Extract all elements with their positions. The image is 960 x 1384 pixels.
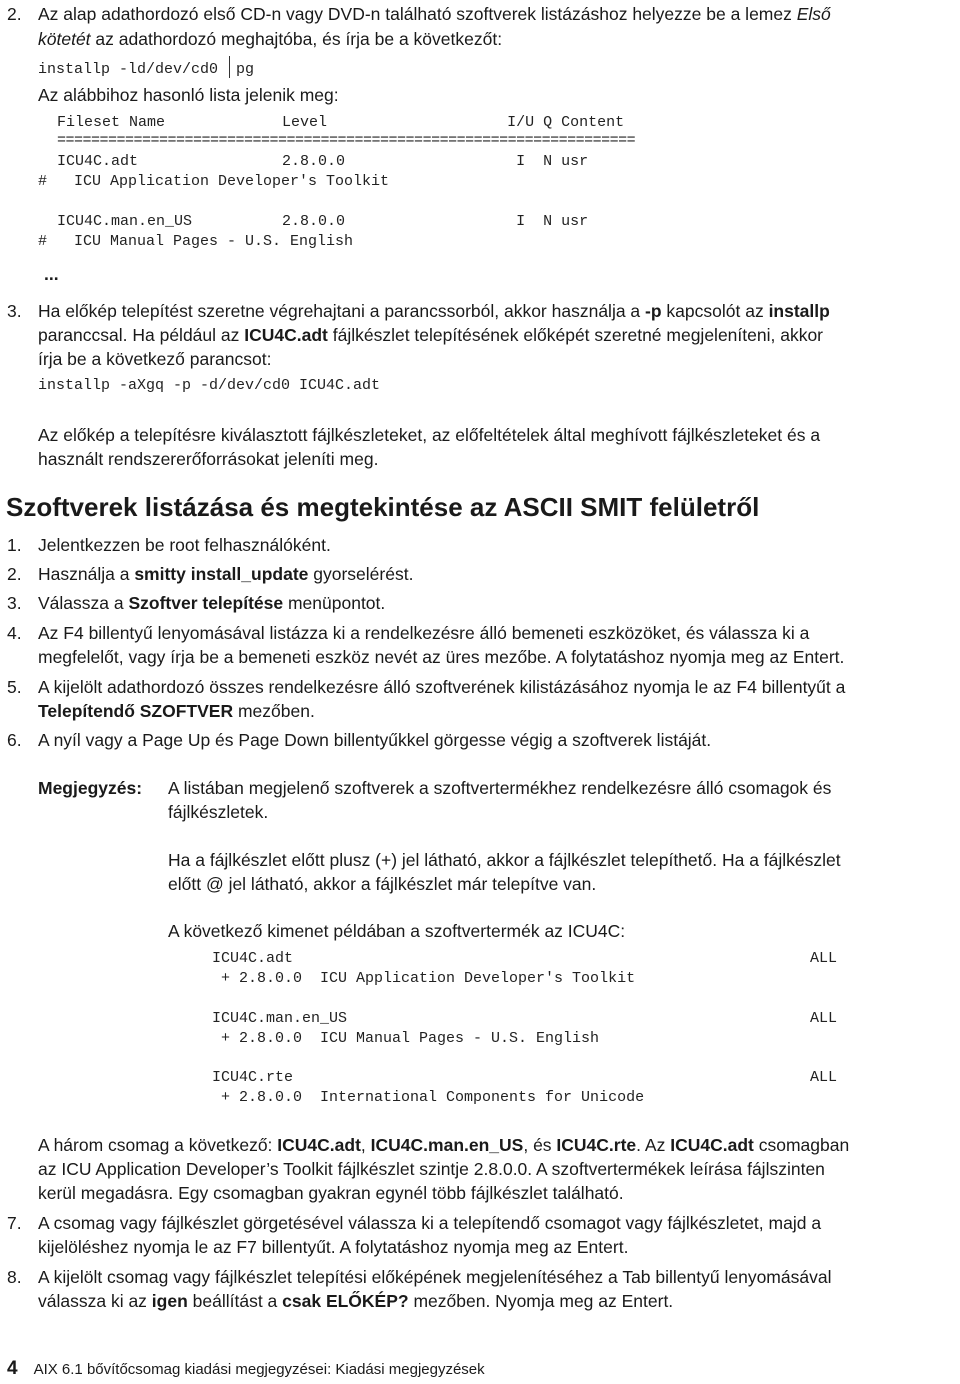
step-text: Az F4 billentyű lenyomásával listázza ki a rendelkezésre álló bemeneti eszközöket, és válassza ki a [38, 623, 810, 643]
step-number: 5. [7, 677, 22, 697]
list-intro: Az alábbihoz hasonló lista jelenik meg: [38, 85, 339, 105]
step-number: 8. [7, 1267, 22, 1287]
footer-title: AIX 6.1 bővítőcsomag kiadási megjegyzései: Kiadási megjegyzések [33, 1361, 485, 1378]
step-text: A kijelölt csomag vagy fájlkészlet telepítési előképének megjelenítéséhez a Tab billentyű lenyomásával [38, 1267, 832, 1287]
output-detail: + 2.8.0.0 ICU Manual Pages - U.S. English [212, 1030, 600, 1047]
page-number: 4 [7, 1358, 18, 1379]
output-detail: + 2.8.0.0 International Components for Unicode [212, 1089, 645, 1106]
ellipsis: ... [44, 264, 59, 284]
step3-text-line3: írja be a következő parancsot: [38, 349, 272, 369]
listing-row-comment: # ICU Application Developer's Toolkit [38, 173, 390, 190]
step-number: 6. [7, 730, 22, 750]
code-command: installp -aXgq -p -d/dev/cd0 ICU4C.adt [38, 377, 381, 394]
step-text: Jelentkezzen be root felhasználóként. [38, 535, 331, 555]
output-name: ICU4C.man.en_US [212, 1010, 348, 1027]
listing-row: ICU4C.adt 2.8.0.0 I N usr [57, 153, 589, 170]
summary-line: A három csomag a következő: ICU4C.adt, ICU4C.man.en_US, és ICU4C.rte. Az ICU4C.adt csomagban [38, 1135, 850, 1155]
step-number: 2. [7, 564, 22, 584]
listing-header: Fileset Name Level I/U Q Content [57, 114, 625, 131]
code-command: installp -ld/dev/cd0 pg [38, 56, 254, 80]
output-name: ICU4C.adt [212, 950, 294, 967]
listing-rule: ==================================================================== [57, 132, 636, 149]
listing-row-comment: # ICU Manual Pages - U.S. English [38, 233, 354, 250]
step-text: megfelelőt, vagy írja be a bemeneti eszköz nevét az üres mezőbe. A folytatáshoz nyomja meg az Entert. [38, 647, 845, 667]
output-flag: ALL [810, 1069, 838, 1086]
step3-text-line2: paranccsal. Ha például az ICU4C.adt fájlkészlet telepítésének előképét szeretné megjeleníteni, akkor [38, 325, 824, 345]
step2-text-line1: Az alap adathordozó első CD-n vagy DVD-n található szoftverek listázáshoz helyezze be a lemez Első [38, 4, 831, 24]
note-text: A következő kimenet példában a szoftvertermék az ICU4C: [168, 921, 626, 941]
pipe-symbol [229, 56, 230, 78]
output-detail: + 2.8.0.0 ICU Application Developer's Toolkit [212, 970, 636, 987]
step-number: 3. [7, 593, 22, 613]
step-text: Válassza a Szoftver telepítése menüpontot. [38, 593, 386, 613]
step-number: 3. [7, 301, 22, 321]
step-text: A csomag vagy fájlkészlet görgetésével válassza ki a telepítendő csomagot vagy fájlkészletet, majd a [38, 1213, 822, 1233]
note-text: A listában megjelenő szoftverek a szoftvertermékhez rendelkezésre álló csomagok és [168, 778, 832, 798]
step-text: Telepítendő SZOFTVER mezőben. [38, 701, 315, 721]
step-text: A kijelölt adathordozó összes rendelkezésre álló szoftverének kilistázásához nyomja le az F4 billentyűt a [38, 677, 846, 697]
note-label: Megjegyzés: [38, 778, 143, 798]
note-text: fájlkészletek. [168, 802, 269, 822]
output-flag: ALL [810, 1010, 838, 1027]
note-text: előtt @ jel látható, akkor a fájlkészlet már telepítve van. [168, 874, 597, 894]
output-name: ICU4C.rte [212, 1069, 294, 1086]
output-flag: ALL [810, 950, 838, 967]
section-heading: Szoftverek listázása és megtekintése az ASCII SMIT felületről [6, 492, 760, 522]
step2-text-line2: kötetét az adathordozó meghajtóba, és írja be a következőt: [38, 29, 503, 49]
page-footer [7, 1357, 485, 1382]
step-number: 4. [7, 623, 22, 643]
step-text: válassza ki az igen beállítást a csak ELŐKÉP? mezőben. Nyomja meg az Entert. [38, 1291, 674, 1311]
step-text: A nyíl vagy a Page Up és Page Down billentyűkkel görgesse végig a szoftverek listáját. [38, 730, 712, 750]
listing-row: ICU4C.man.en_US 2.8.0.0 I N usr [57, 213, 589, 230]
step-text: kijelöléshez nyomja le az F7 billentyűt. A folytatáshoz nyomja meg az Entert. [38, 1237, 629, 1257]
step-number: 7. [7, 1213, 22, 1233]
note-text: Ha a fájlkészlet előtt plusz (+) jel látható, akkor a fájlkészlet telepíthető. Ha a fájlkészlet [168, 850, 841, 870]
step-text: Használja a smitty install_update gyorselérést. [38, 564, 414, 584]
summary-line: az ICU Application Developer’s Toolkit fájlkészlet szintje 2.8.0.0. A szoftvertermékek leírása fájlszinten [38, 1159, 825, 1179]
summary-line: kerül megadásra. Egy csomagban gyakran egynél több fájlkészlet található. [38, 1183, 624, 1203]
paragraph-line: Az előkép a telepítésre kiválasztott fájlkészleteket, az előfeltételek által meghívott fájlkészleteket és a [38, 425, 821, 445]
step3-text-line1: Ha előkép telepítést szeretne végrehajtani a parancssorból, akkor használja a -p kapcsolót az installp [38, 301, 830, 321]
paragraph-line: használt rendszererőforrásokat jeleníti meg. [38, 449, 379, 469]
step-number: 1. [7, 535, 22, 555]
step-number: 2. [7, 4, 22, 24]
